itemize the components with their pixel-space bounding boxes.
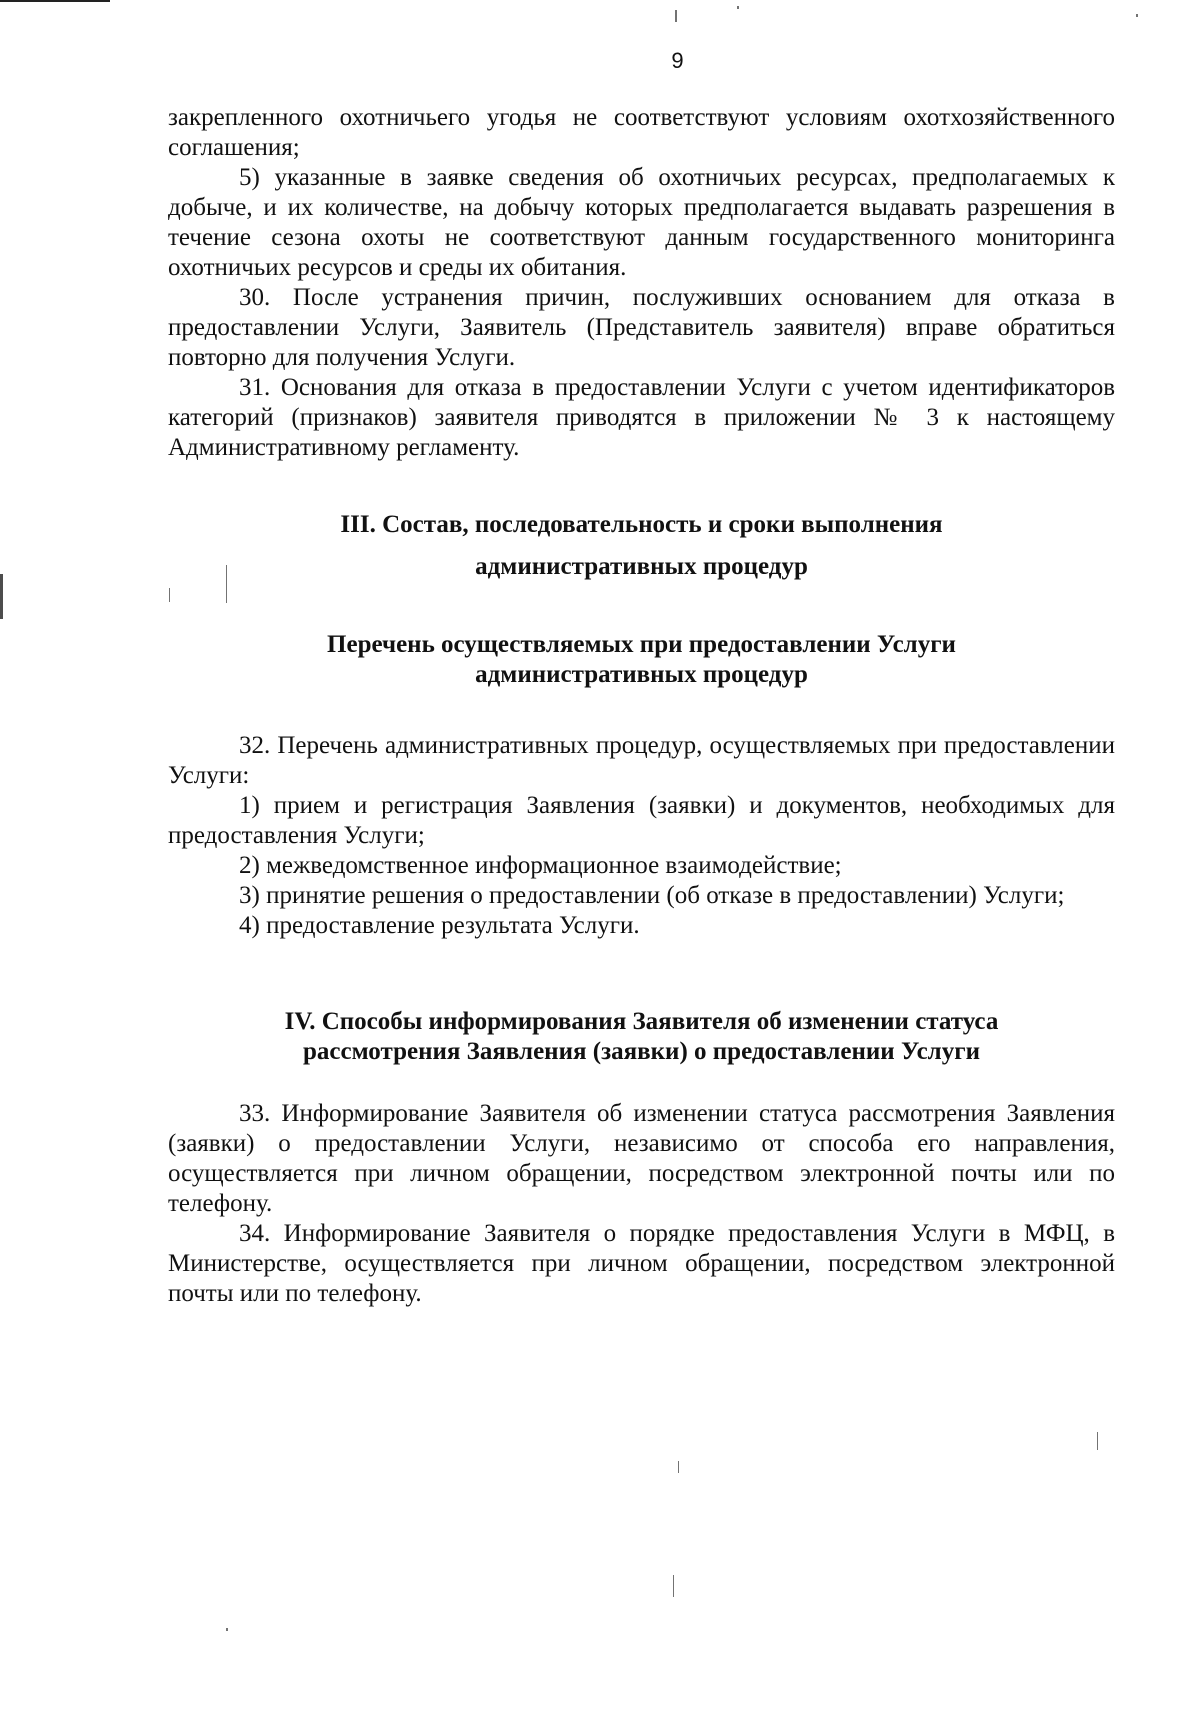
document-body bbox=[168, 103, 1115, 1309]
scan-noise-mark bbox=[226, 1628, 228, 1631]
scan-noise-mark bbox=[678, 1461, 679, 1473]
paragraph-30: 30. После устранения причин, послуживших основанием для отказа в предоставлении Услуги, Заявитель (Представитель заявителя) вправе обратиться повторно для получения Услуги. bbox=[168, 284, 1115, 371]
procedure-item-1: 1) прием и регистрация Заявления (заявки) и документов, необходимых для предоставления Услуги; bbox=[168, 792, 1115, 849]
section-3-heading-line-1: III. Состав, последовательность и сроки выполнения bbox=[340, 511, 943, 538]
scan-noise-mark bbox=[675, 10, 677, 22]
scan-noise-mark bbox=[169, 588, 170, 602]
scan-edge-mark bbox=[0, 0, 110, 2]
section-4-heading-line-2: рассмотрения Заявления (заявки) о предоставлении Услуги bbox=[303, 1038, 980, 1065]
procedure-item-2: 2) межведомственное информационное взаимодействие; bbox=[239, 852, 842, 879]
paragraph-continuation: закрепленного охотничьего угодья не соответствуют условиям охотхозяйственного соглашения; bbox=[168, 104, 1115, 161]
section-3-heading bbox=[168, 504, 1115, 588]
paragraph-31: 31. Основания для отказа в предоставлении Услуги с учетом идентификаторов категорий (признаков) заявителя приводятся в приложении № 3 к настоящему Административному регламенту. bbox=[168, 374, 1115, 461]
section-4-heading bbox=[168, 1007, 1115, 1067]
procedures-subheading-line-2: административных процедур bbox=[475, 661, 808, 688]
procedures-subheading-line-1: Перечень осуществляемых при предоставлении Услуги bbox=[327, 631, 956, 658]
section-4-heading-line-1: IV. Способы информирования Заявителя об изменении статуса bbox=[284, 1008, 999, 1035]
scan-noise-mark bbox=[1136, 14, 1138, 17]
procedure-item-4: 4) предоставление результата Услуги. bbox=[239, 912, 640, 939]
scan-noise-mark bbox=[737, 6, 739, 9]
paragraph-33: 33. Информирование Заявителя об изменении статуса рассмотрения Заявления (заявки) о предоставлении Услуги, независимо от способа его направления, осуществляется при личном обращении, посредством электронной почты или по телефону. bbox=[168, 1100, 1115, 1217]
page-number: 9 bbox=[671, 48, 684, 73]
scan-noise-mark bbox=[1097, 1432, 1098, 1450]
paragraph-32: 32. Перечень административных процедур, осуществляемых при предоставлении Услуги: bbox=[168, 732, 1115, 789]
scan-noise-mark bbox=[0, 574, 3, 619]
scan-noise-mark bbox=[226, 565, 227, 603]
scan-noise-mark bbox=[673, 1575, 674, 1597]
procedure-item-3: 3) принятие решения о предоставлении (об отказе в предоставлении) Услуги; bbox=[239, 882, 1065, 909]
section-3-heading-line-2: административных процедур bbox=[475, 553, 808, 580]
paragraph-34: 34. Информирование Заявителя о порядке предоставления Услуги в МФЦ, в Министерстве, осуществляется при личном обращении, посредством электронной почты или по телефону. bbox=[168, 1220, 1115, 1307]
list-item-5: 5) указанные в заявке сведения об охотничьих ресурсах, предполагаемых к добыче, и их количестве, на добычу которых предполагается выдавать разрешения в течение сезона охоты не соответствуют данным государственного мониторинга охотничьих ресурсов и среды их обитания. bbox=[168, 164, 1115, 281]
procedures-subheading bbox=[168, 630, 1115, 690]
